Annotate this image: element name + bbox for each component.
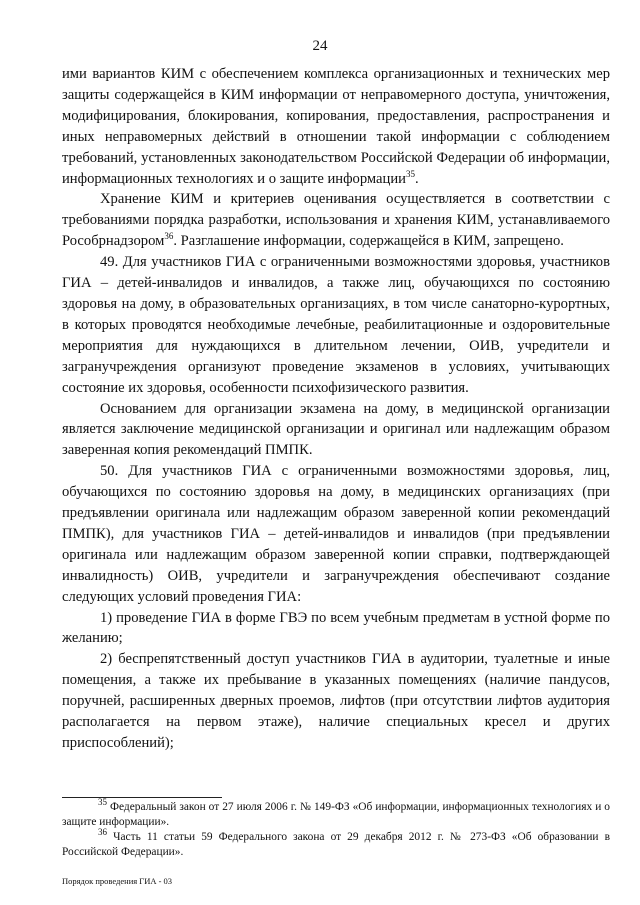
footnote-36	[62, 827, 610, 860]
paragraph-text: Хранение КИМ и критериев оценивания осуществляется в соответствии с требованиями порядка разработки, использования и хранения КИМ, устанавливаемого Рособрнадзором	[62, 191, 610, 250]
footnote-text: Часть 11 статьи 59 Федерального закона от 29 декабря 2012 г. № 273-ФЗ «Об образовании в Российской Федерации».	[62, 831, 610, 858]
paragraph-home-exam-basis: Основанием для организации экзамена на дому, в медицинской организации является заключение медицинской организации и оригинал или надлежащим образом заверенная копия рекомендаций ПМПК.	[62, 400, 610, 459]
paragraph-continuation	[62, 64, 610, 189]
page-number: 24	[312, 38, 328, 54]
body-text	[62, 64, 610, 754]
footnote-number: 35	[98, 797, 107, 808]
paragraph-item-50: 50. Для участников ГИА с ограниченными возможностями здоровья, лиц, обучающихся по состоянию здоровья на дому, в медицинских организациях (при предъявлении оригинала или надлежащим образом заверенной копии рекомендаций ПМПК), для участников ГИА – детей-инвалидов и инвалидов (при предъявлении оригинала или надлежащим образом заверенной копии справки, подтверждающей инвалидность) ОИВ, учредители и загранучреждения обеспечивают создание следующих условий проведения ГИА:	[62, 463, 610, 605]
footnote-divider	[62, 797, 222, 798]
footnote-35	[62, 797, 610, 830]
paragraph-condition-2: 2) беспрепятственный доступ участников ГИА в аудитории, туалетные и иные помещения, а также их пребывание в указанных помещениях (наличие пандусов, поручней, расширенных дверных проемов, лифтов (при отсутствии лифтов аудитория располагается на первом этаже), наличие специальных кресел и других приспособлений);	[62, 651, 610, 751]
paragraph-tail: . Разглашение информации, содержащейся в КИМ, запрещено.	[173, 233, 564, 250]
page-footer: Порядок проведения ГИА - 03	[62, 876, 173, 886]
paragraph-text: ими вариантов КИМ с обеспечением комплекса организационных и технических мер защиты содержащейся в КИМ информации от неправомерного доступа, уничтожения, модифицирования, блокирования, копирования, предоставления, распространения и иных неправомерных действий в отношении такой информации с соблюдением требований, установленных законодательством Российской Федерации об информации, информационных технологиях и о защите информации	[62, 66, 610, 187]
footnote-ref-36: 36	[164, 231, 174, 242]
footnote-text: Федеральный закон от 27 июля 2006 г. № 149-ФЗ «Об информации, информационных технологиях и о защите информации».	[62, 801, 610, 828]
paragraph-condition-1: 1) проведение ГИА в форме ГВЭ по всем учебным предметам в устной форме по желанию;	[62, 609, 610, 647]
paragraph-kim-storage	[62, 189, 610, 252]
footnotes	[62, 797, 610, 860]
footnote-ref-35: 35	[405, 168, 415, 179]
footnote-number: 36	[98, 827, 107, 838]
paragraph-item-49: 49. Для участников ГИА с ограниченными возможностями здоровья, участников ГИА – детей-инвалидов и инвалидов, а также лиц, обучающихся по состоянию здоровья на дому, в образовательных организациях, в том числе санаторно-курортных, в которых проводятся необходимые лечебные, реабилитационные и оздоровительные мероприятия для нуждающихся в длительном лечении, ОИВ, учредители и загранучреждения организуют проведение экзаменов в условиях, учитывающих состояние их здоровья, особенности психофизического развития.	[62, 254, 610, 396]
paragraph-tail: .	[414, 170, 419, 187]
